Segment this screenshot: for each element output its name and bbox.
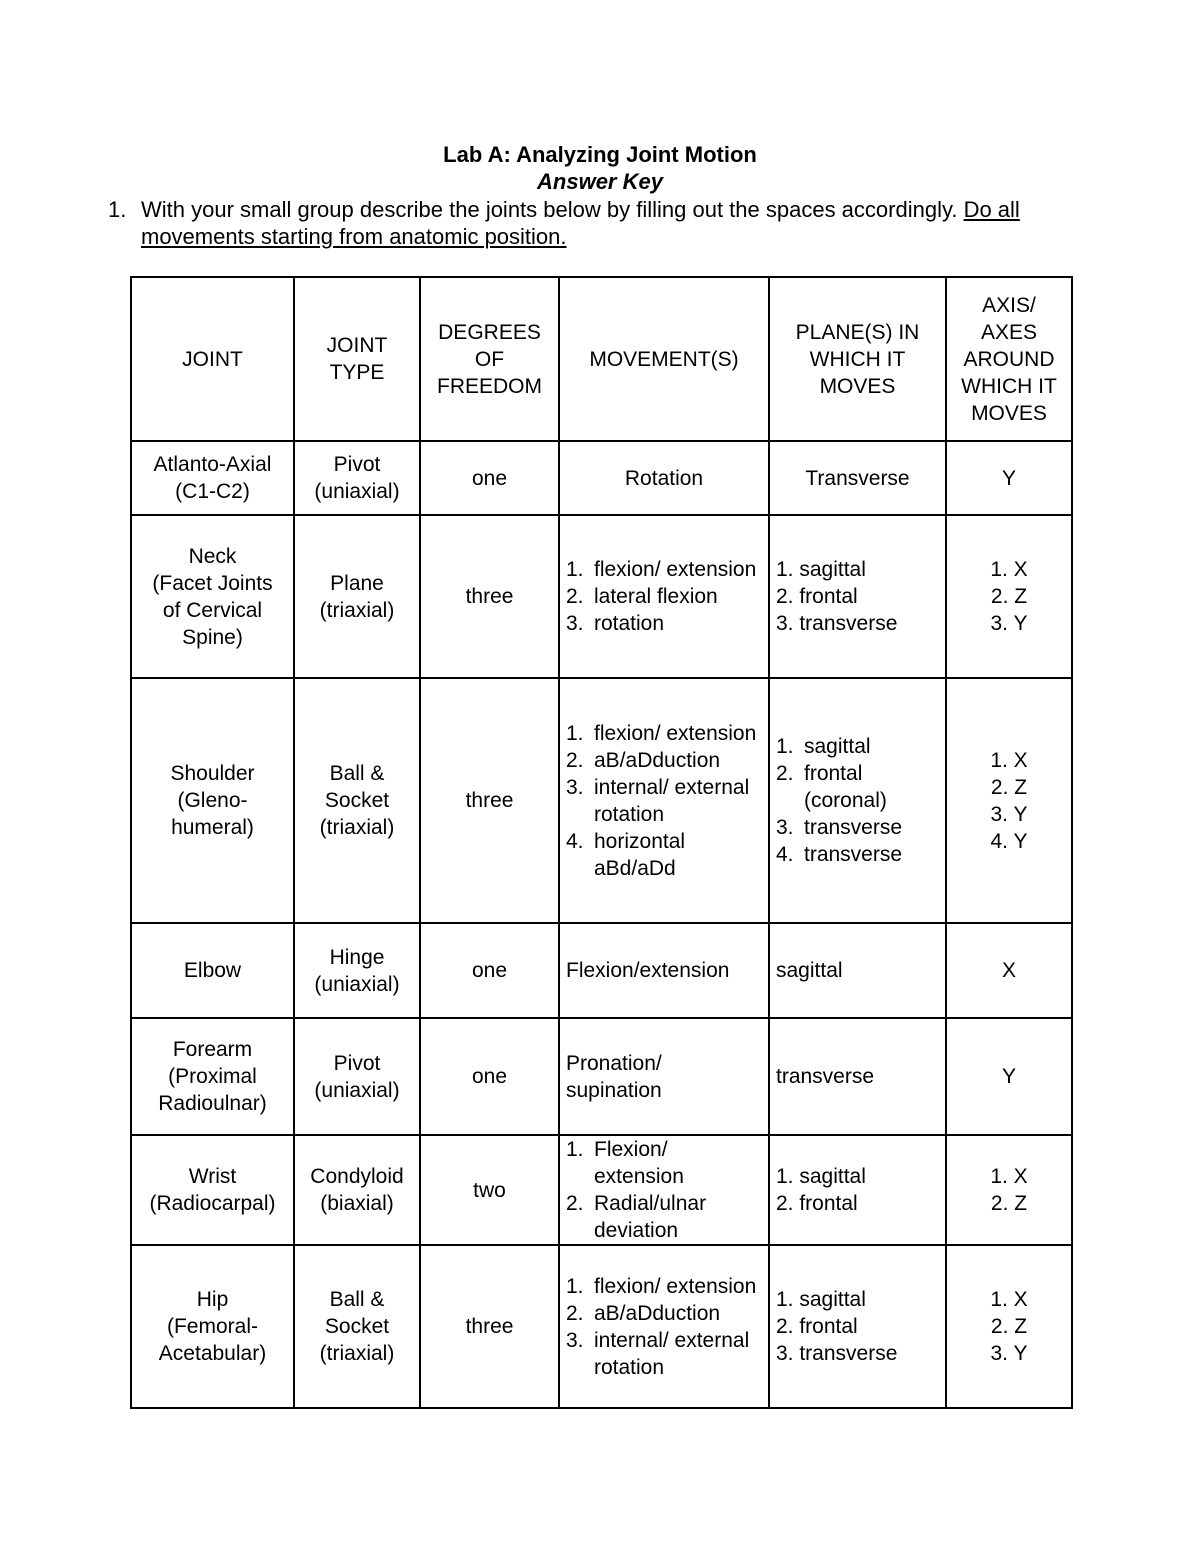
item-number: 1. bbox=[566, 721, 584, 745]
cell-line: (Proximal bbox=[168, 1065, 257, 1088]
movements-cell bbox=[559, 923, 769, 1018]
numbered-list bbox=[566, 556, 762, 637]
cell-line: (C1-C2) bbox=[175, 480, 250, 503]
joint-motion-table bbox=[130, 276, 1073, 1409]
instruction-text bbox=[141, 196, 1098, 250]
movements-cell bbox=[559, 441, 769, 515]
list-item bbox=[566, 747, 762, 774]
cell-line: (Femoral- bbox=[166, 1315, 258, 1338]
table-row bbox=[131, 678, 1072, 923]
cell-line: supination bbox=[566, 1078, 662, 1102]
cell-line: 4. Y bbox=[990, 829, 1028, 853]
joint-cell bbox=[131, 923, 294, 1018]
cell-line: 3. transverse bbox=[776, 612, 898, 635]
item-number: 4. bbox=[566, 829, 584, 853]
cell-line: (Gleno- bbox=[177, 789, 248, 812]
item-number: 3. bbox=[776, 816, 794, 839]
cell-line: transverse bbox=[776, 1065, 875, 1088]
cell-line: 3. Y bbox=[990, 802, 1028, 826]
numbered-list bbox=[566, 720, 762, 882]
planes-cell bbox=[769, 923, 946, 1018]
cell-line: Pronation/ bbox=[566, 1051, 662, 1075]
movements-cell bbox=[559, 1018, 769, 1135]
movements-cell bbox=[559, 1245, 769, 1408]
cell-line: 2. frontal bbox=[776, 585, 858, 608]
header-cell-planes: PLANE(S) IN WHICH IT MOVES bbox=[769, 277, 946, 441]
item-text: internal/ external rotation bbox=[594, 775, 750, 826]
cell-line: 1. sagittal bbox=[776, 558, 866, 581]
planes-cell bbox=[769, 515, 946, 678]
list-item bbox=[566, 556, 762, 583]
cell-line: 1. X bbox=[990, 748, 1028, 772]
instruction-main: With your small group describe the joints below by filling out the spaces accordingly. bbox=[141, 197, 964, 222]
planes-cell bbox=[769, 441, 946, 515]
cell-line: Atlanto-Axial bbox=[153, 453, 272, 476]
cell-line: Y bbox=[1001, 1065, 1016, 1088]
item-text: horizontal aBd/aDd bbox=[594, 829, 686, 880]
table-row bbox=[131, 1245, 1072, 1408]
item-text: aB/aDduction bbox=[594, 1301, 721, 1325]
item-number: 2. bbox=[776, 762, 794, 785]
list-item bbox=[566, 1273, 762, 1300]
header-row bbox=[131, 277, 1072, 441]
cell-line: Ball & bbox=[329, 1288, 385, 1311]
planes-cell bbox=[769, 1135, 946, 1245]
list-item bbox=[566, 1190, 762, 1244]
cell-line: Pivot bbox=[333, 453, 381, 476]
page-title: Lab A: Analyzing Joint Motion bbox=[443, 142, 757, 167]
cell-line: 2. Z bbox=[990, 1315, 1028, 1338]
cell-line: 3. transverse bbox=[776, 1342, 898, 1365]
cell-line: Socket bbox=[324, 1315, 390, 1338]
cell-line: Forearm bbox=[172, 1038, 253, 1061]
dof-cell: one bbox=[420, 441, 559, 515]
planes-cell bbox=[769, 1018, 946, 1135]
cell-line: 2. frontal bbox=[776, 1192, 858, 1215]
item-text: frontal (coronal) bbox=[804, 762, 887, 812]
cell-line: 1. X bbox=[990, 1165, 1028, 1188]
cell-line: (uniaxial) bbox=[314, 480, 400, 503]
cell-line: Ball & bbox=[329, 762, 385, 785]
list-item bbox=[776, 841, 939, 868]
cell-line: 3. Y bbox=[990, 1342, 1028, 1365]
cell-line: (biaxial) bbox=[320, 1192, 394, 1215]
item-number: 2. bbox=[566, 585, 584, 608]
list-item bbox=[566, 583, 762, 610]
item-text: sagittal bbox=[804, 735, 871, 758]
item-number: 1. bbox=[566, 1274, 584, 1298]
planes-cell bbox=[769, 1245, 946, 1408]
numbered-list bbox=[566, 1273, 762, 1381]
cell-line: Radioulnar) bbox=[158, 1092, 267, 1115]
table-body bbox=[131, 277, 1072, 1408]
list-item bbox=[566, 720, 762, 747]
list-item bbox=[566, 610, 762, 637]
joint-type-cell bbox=[294, 678, 420, 923]
table-row bbox=[131, 923, 1072, 1018]
dof-cell: one bbox=[420, 923, 559, 1018]
cell-line: Wrist bbox=[188, 1165, 237, 1188]
cell-line: Condyloid bbox=[310, 1165, 404, 1188]
axes-cell bbox=[946, 1135, 1072, 1245]
item-text: Radial/ulnar deviation bbox=[594, 1192, 707, 1242]
cell-line: Neck bbox=[188, 544, 237, 568]
cell-line: of Cervical bbox=[162, 598, 263, 622]
dof-cell: two bbox=[420, 1135, 559, 1245]
item-text: Flexion/ extension bbox=[594, 1138, 684, 1188]
dof-cell: one bbox=[420, 1018, 559, 1135]
list-item bbox=[776, 733, 939, 760]
movements-cell bbox=[559, 515, 769, 678]
numbered-list bbox=[776, 733, 939, 868]
joint-type-cell bbox=[294, 1135, 420, 1245]
joint-cell bbox=[131, 678, 294, 923]
cell-line: Hip bbox=[196, 1288, 229, 1311]
item-number: 3. bbox=[566, 775, 584, 799]
list-item bbox=[566, 1327, 762, 1381]
planes-cell bbox=[769, 678, 946, 923]
cell-line: humeral) bbox=[171, 816, 254, 839]
cell-line: 1. X bbox=[990, 1288, 1028, 1311]
list-item bbox=[566, 1136, 762, 1190]
cell-line: (Radiocarpal) bbox=[149, 1192, 276, 1215]
list-item bbox=[776, 814, 939, 841]
movements-cell bbox=[559, 1135, 769, 1245]
list-item bbox=[566, 774, 762, 828]
header-cell-movements: MOVEMENT(S) bbox=[559, 277, 769, 441]
header-cell-joint: JOINT bbox=[131, 277, 294, 441]
joint-cell bbox=[131, 515, 294, 678]
item-number: 1. bbox=[566, 1138, 584, 1161]
axes-cell bbox=[946, 441, 1072, 515]
cell-line: Flexion/extension bbox=[566, 959, 730, 982]
header-cell-degrees-of-freedom: DEGREES OF FREEDOM bbox=[420, 277, 559, 441]
axes-cell bbox=[946, 1245, 1072, 1408]
item-text: rotation bbox=[594, 612, 665, 635]
instruction-underlined: Do all movements starting from anatomic position. bbox=[141, 197, 1020, 249]
cell-line: 2. Z bbox=[990, 585, 1028, 608]
table-row bbox=[131, 515, 1072, 678]
axes-cell bbox=[946, 1018, 1072, 1135]
cell-line: (uniaxial) bbox=[314, 1078, 400, 1102]
joint-type-cell bbox=[294, 1245, 420, 1408]
axes-cell bbox=[946, 678, 1072, 923]
list-item bbox=[566, 1300, 762, 1327]
dof-cell: three bbox=[420, 515, 559, 678]
cell-line: Plane bbox=[330, 571, 384, 595]
instruction-number: 1. bbox=[108, 197, 127, 222]
cell-line: (triaxial) bbox=[319, 1342, 395, 1365]
item-number: 3. bbox=[566, 612, 584, 635]
joint-cell bbox=[131, 441, 294, 515]
item-text: flexion/ extension bbox=[594, 1274, 757, 1298]
cell-line: Spine) bbox=[182, 625, 243, 649]
item-text: flexion/ extension bbox=[594, 558, 757, 581]
cell-line: Acetabular) bbox=[158, 1342, 267, 1365]
item-text: internal/ external rotation bbox=[594, 1328, 750, 1379]
item-number: 1. bbox=[776, 735, 794, 758]
table-row bbox=[131, 441, 1072, 515]
cell-line: X bbox=[1001, 959, 1016, 982]
item-text: transverse bbox=[804, 816, 903, 839]
item-number: 1. bbox=[566, 558, 584, 581]
header-cell-joint-type: JOINT TYPE bbox=[294, 277, 420, 441]
table-row bbox=[131, 1135, 1072, 1245]
joint-cell bbox=[131, 1135, 294, 1245]
cell-line: Pivot bbox=[333, 1051, 381, 1075]
cell-line: 3. Y bbox=[990, 612, 1028, 635]
dof-cell: three bbox=[420, 678, 559, 923]
page-subtitle: Answer Key bbox=[537, 169, 663, 194]
cell-line: 2. Z bbox=[990, 775, 1028, 799]
joint-type-cell bbox=[294, 515, 420, 678]
item-number: 2. bbox=[566, 1301, 584, 1325]
table-row bbox=[131, 1018, 1072, 1135]
cell-line: Elbow bbox=[183, 959, 242, 982]
cell-line: 1. X bbox=[990, 558, 1028, 581]
cell-line: Hinge bbox=[329, 945, 385, 969]
cell-line: Rotation bbox=[624, 466, 704, 490]
joint-type-cell bbox=[294, 441, 420, 515]
cell-line: (triaxial) bbox=[319, 598, 395, 622]
item-text: transverse bbox=[804, 843, 903, 866]
list-item bbox=[566, 828, 762, 882]
joint-cell bbox=[131, 1245, 294, 1408]
axes-cell bbox=[946, 923, 1072, 1018]
instruction bbox=[108, 196, 1098, 250]
header-cell-axes: AXIS/ AXES AROUND WHICH IT MOVES bbox=[946, 277, 1072, 441]
cell-line: Socket bbox=[324, 789, 390, 812]
item-text: flexion/ extension bbox=[594, 721, 757, 745]
axes-cell bbox=[946, 515, 1072, 678]
item-number: 3. bbox=[566, 1328, 584, 1352]
joint-type-cell bbox=[294, 923, 420, 1018]
cell-line: 1. sagittal bbox=[776, 1288, 866, 1311]
cell-line: (Facet Joints bbox=[152, 571, 273, 595]
cell-line: Y bbox=[1001, 466, 1016, 490]
cell-line: 2. Z bbox=[990, 1192, 1028, 1215]
cell-line: (uniaxial) bbox=[314, 972, 400, 996]
cell-line: 1. sagittal bbox=[776, 1165, 866, 1188]
joint-cell bbox=[131, 1018, 294, 1135]
item-text: aB/aDduction bbox=[594, 748, 721, 772]
cell-line: 2. frontal bbox=[776, 1315, 858, 1338]
item-number: 4. bbox=[776, 843, 794, 866]
cell-line: Transverse bbox=[805, 466, 910, 490]
item-number: 2. bbox=[566, 748, 584, 772]
joint-type-cell bbox=[294, 1018, 420, 1135]
numbered-list bbox=[566, 1136, 762, 1244]
movements-cell bbox=[559, 678, 769, 923]
list-item bbox=[776, 760, 939, 814]
cell-line: sagittal bbox=[776, 959, 843, 982]
cell-line: Shoulder bbox=[170, 762, 255, 785]
item-text: lateral flexion bbox=[594, 585, 718, 608]
dof-cell: three bbox=[420, 1245, 559, 1408]
item-number: 2. bbox=[566, 1192, 584, 1215]
cell-line: (triaxial) bbox=[319, 816, 395, 839]
